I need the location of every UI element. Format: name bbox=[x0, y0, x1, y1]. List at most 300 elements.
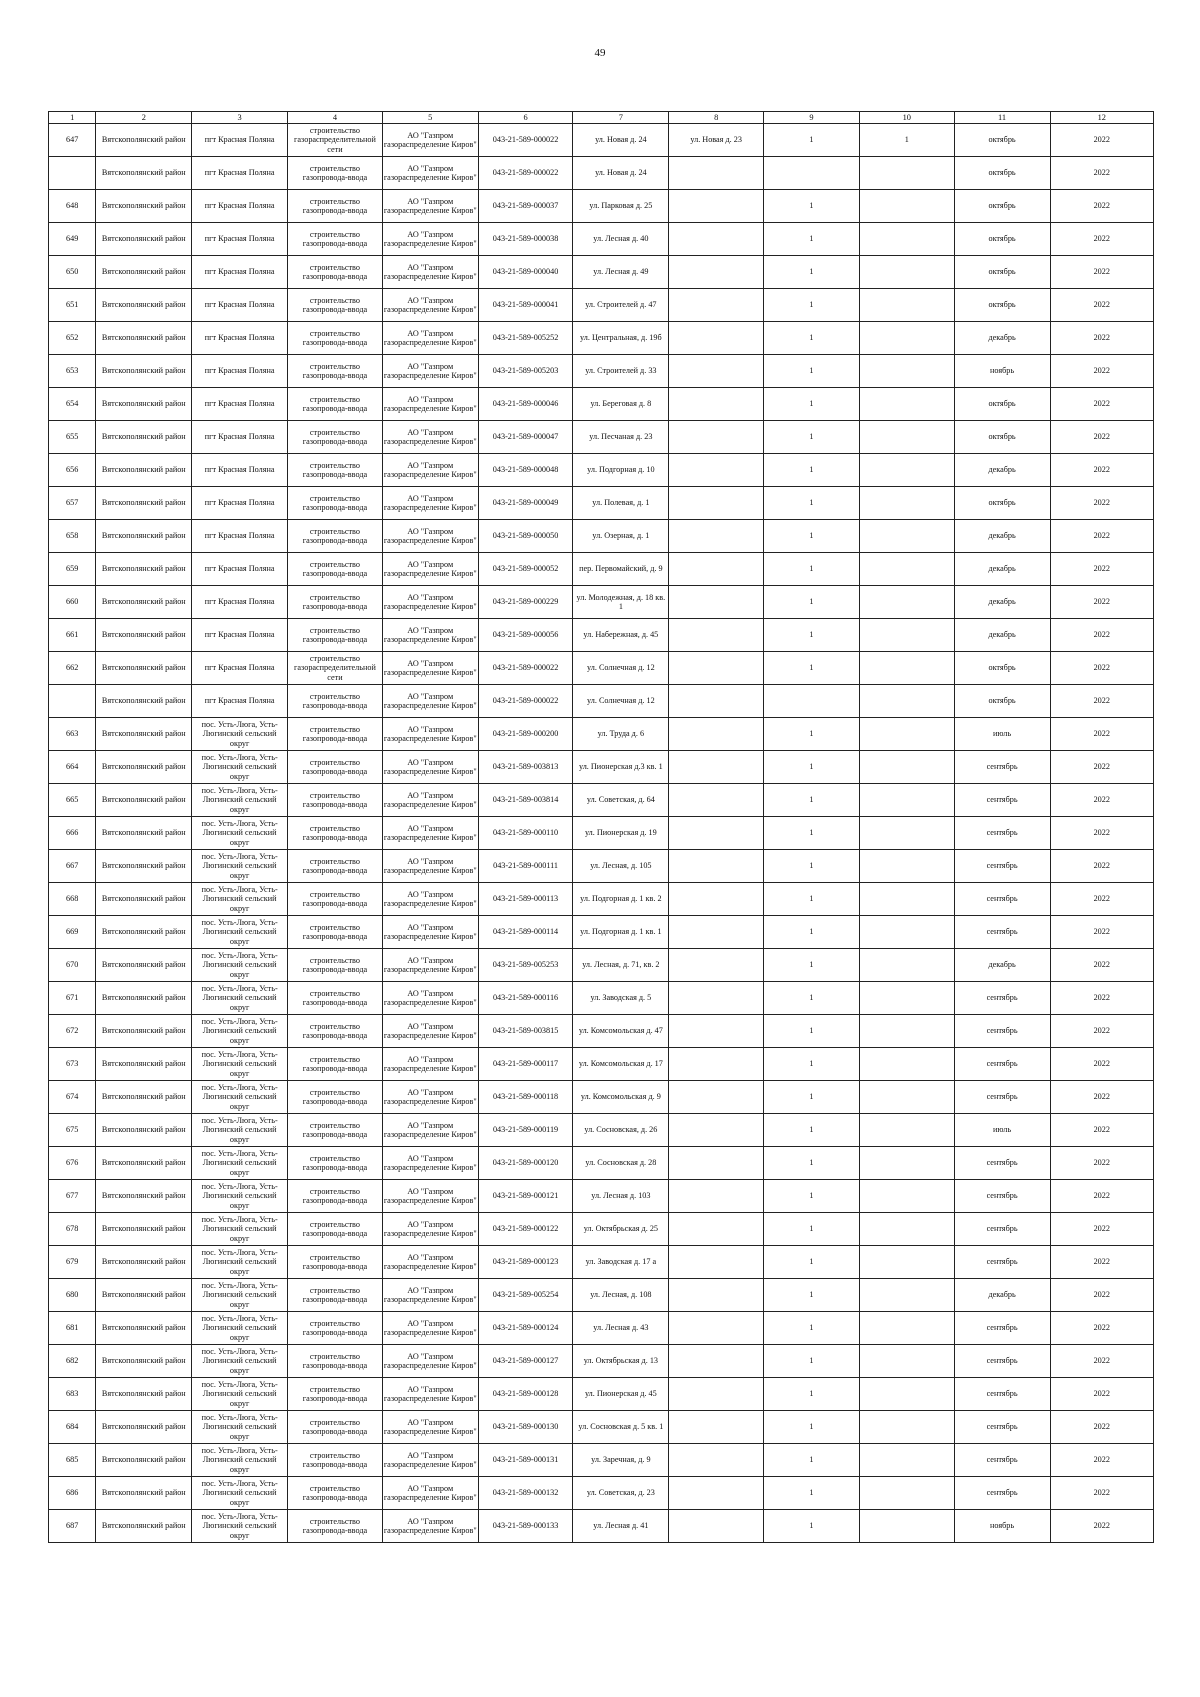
cell-text: Вятскополянский район bbox=[101, 564, 186, 574]
cell-text: строительство газопровода-ввода bbox=[302, 394, 368, 413]
cell-count-a bbox=[764, 784, 860, 817]
cell-month bbox=[954, 1147, 1050, 1180]
cell-text: пос. Усть-Люга, Усть-Люгинский сельский округ bbox=[201, 753, 278, 781]
cell-text: строительство газопровода-ввода bbox=[302, 1219, 368, 1238]
cell-text: 2022 bbox=[1093, 564, 1110, 574]
cell-address bbox=[573, 1312, 669, 1345]
cell-month bbox=[954, 1279, 1050, 1312]
cell-address bbox=[573, 586, 669, 619]
cell-text: 2022 bbox=[1093, 1455, 1110, 1465]
cell-work-type bbox=[288, 1411, 383, 1444]
cell-work-type bbox=[288, 190, 383, 223]
cell-count-a bbox=[764, 454, 860, 487]
cell-text: 043-21-589-000127 bbox=[492, 1356, 559, 1366]
cell-count-a bbox=[764, 1147, 860, 1180]
cell-text: 661 bbox=[66, 630, 79, 640]
cell-district bbox=[96, 223, 192, 256]
cell-work-type bbox=[288, 1180, 383, 1213]
cell-text: ул. Октябрьская д. 25 bbox=[583, 1224, 659, 1234]
cell-text: 670 bbox=[66, 960, 79, 970]
cell-text: 1 bbox=[809, 399, 814, 409]
cell-text: пос. Усть-Люга, Усть-Люгинский сельский округ bbox=[201, 918, 278, 946]
cell-year bbox=[1050, 1213, 1154, 1246]
cell-work-type bbox=[288, 289, 383, 322]
cell-text: Вятскополянский район bbox=[101, 1191, 186, 1201]
cell-organization bbox=[382, 949, 478, 982]
cell-text: сентябрь bbox=[986, 861, 1018, 871]
cell-address bbox=[573, 1279, 669, 1312]
cell-count-b bbox=[859, 685, 954, 718]
cell-month bbox=[954, 223, 1050, 256]
cell-count-b bbox=[859, 1213, 954, 1246]
cell-text: сентябрь bbox=[986, 1422, 1018, 1432]
cell-row-number bbox=[49, 850, 96, 883]
cell-object-code bbox=[478, 1312, 573, 1345]
cell-locality bbox=[192, 553, 288, 586]
cell-text: Вятскополянский район bbox=[101, 1092, 186, 1102]
cell-text: 2022 bbox=[1093, 531, 1110, 541]
cell-connected-address bbox=[669, 1477, 764, 1510]
cell-text: АО "Газпром газораспределение Киров" bbox=[383, 1186, 477, 1205]
cell-locality bbox=[192, 850, 288, 883]
cell-text: пгт Красная Поляна bbox=[204, 531, 275, 541]
cell-row-number bbox=[49, 1213, 96, 1246]
table-row bbox=[49, 223, 1154, 256]
cell-connected-address bbox=[669, 553, 764, 586]
cell-connected-address bbox=[669, 190, 764, 223]
cell-text: строительство газораспределительной сети bbox=[294, 654, 376, 682]
cell-text: сентябрь bbox=[986, 1191, 1018, 1201]
cell-count-a bbox=[764, 1477, 860, 1510]
cell-count-a bbox=[764, 586, 860, 619]
cell-object-code bbox=[478, 619, 573, 652]
cell-text: строительство газопровода-ввода bbox=[302, 592, 368, 611]
cell-text: 043-21-589-000022 bbox=[492, 696, 559, 706]
cell-district bbox=[96, 1345, 192, 1378]
cell-text: 2022 bbox=[1093, 300, 1110, 310]
cell-locality bbox=[192, 223, 288, 256]
cell-organization bbox=[382, 487, 478, 520]
cell-count-a bbox=[764, 256, 860, 289]
cell-text: 043-21-589-000046 bbox=[492, 399, 559, 409]
cell-object-code bbox=[478, 982, 573, 1015]
cell-locality bbox=[192, 817, 288, 850]
cell-year bbox=[1050, 1312, 1154, 1345]
cell-month bbox=[954, 388, 1050, 421]
cell-text: АО "Газпром газораспределение Киров" bbox=[383, 1450, 477, 1469]
cell-text: АО "Газпром газораспределение Киров" bbox=[383, 757, 477, 776]
cell-address bbox=[573, 454, 669, 487]
cell-text: ул. Пионерская д. 19 bbox=[584, 828, 657, 838]
cell-text: АО "Газпром газораспределение Киров" bbox=[383, 1153, 477, 1172]
cell-text: 2022 bbox=[1093, 399, 1110, 409]
cell-row-number bbox=[49, 421, 96, 454]
cell-object-code bbox=[478, 289, 573, 322]
cell-district bbox=[96, 916, 192, 949]
cell-count-a bbox=[764, 1048, 860, 1081]
cell-text: 1 bbox=[809, 795, 814, 805]
cell-count-b bbox=[859, 190, 954, 223]
cell-organization bbox=[382, 982, 478, 1015]
cell-text: ул. Сосновская, д. 26 bbox=[584, 1125, 658, 1135]
cell-year bbox=[1050, 982, 1154, 1015]
cell-text: Вятскополянский район bbox=[101, 894, 186, 904]
cell-text: ул. Строителей д. 47 bbox=[585, 300, 657, 310]
cell-address bbox=[573, 1114, 669, 1147]
cell-text: 1 bbox=[809, 366, 814, 376]
cell-count-a bbox=[764, 1378, 860, 1411]
cell-text: ул. Пионерская д. 45 bbox=[584, 1389, 657, 1399]
cell-text: Вятскополянский район bbox=[101, 1059, 186, 1069]
cell-year bbox=[1050, 388, 1154, 421]
cell-work-type bbox=[288, 1477, 383, 1510]
cell-text: строительство газопровода-ввода bbox=[302, 493, 368, 512]
cell-text: сентябрь bbox=[986, 1158, 1018, 1168]
cell-address bbox=[573, 1246, 669, 1279]
cell-count-a bbox=[764, 1015, 860, 1048]
cell-object-code bbox=[478, 817, 573, 850]
cell-text: ул. Парковая д. 25 bbox=[589, 201, 653, 211]
table-row bbox=[49, 421, 1154, 454]
cell-object-code bbox=[478, 1015, 573, 1048]
cell-address bbox=[573, 1378, 669, 1411]
cell-object-code bbox=[478, 652, 573, 685]
cell-object-code bbox=[478, 1477, 573, 1510]
cell-row-number bbox=[49, 256, 96, 289]
cell-count-a bbox=[764, 487, 860, 520]
cell-text: 043-21-589-003815 bbox=[492, 1026, 559, 1036]
cell-text: АО "Газпром газораспределение Киров" bbox=[383, 163, 477, 182]
cell-row-number bbox=[49, 1081, 96, 1114]
cell-text: пос. Усть-Люга, Усть-Люгинский сельский округ bbox=[201, 819, 278, 847]
table-row bbox=[49, 850, 1154, 883]
cell-year bbox=[1050, 421, 1154, 454]
cell-text: строительство газопровода-ввода bbox=[302, 1384, 368, 1403]
cell-text: АО "Газпром газораспределение Киров" bbox=[383, 1087, 477, 1106]
cell-text: декабрь bbox=[988, 333, 1016, 343]
table-row bbox=[49, 157, 1154, 190]
cell-row-number bbox=[49, 1048, 96, 1081]
cell-object-code bbox=[478, 1246, 573, 1279]
cell-text: 676 bbox=[66, 1158, 79, 1168]
cell-text: строительство газопровода-ввода bbox=[302, 229, 368, 248]
cell-text: Вятскополянский район bbox=[101, 498, 186, 508]
cell-year bbox=[1050, 949, 1154, 982]
cell-count-a bbox=[764, 718, 860, 751]
cell-row-number bbox=[49, 883, 96, 916]
cell-row-number bbox=[49, 388, 96, 421]
table-row bbox=[49, 1312, 1154, 1345]
cell-year bbox=[1050, 1147, 1154, 1180]
cell-work-type bbox=[288, 1378, 383, 1411]
cell-text: Вятскополянский район bbox=[101, 960, 186, 970]
cell-object-code bbox=[478, 1114, 573, 1147]
cell-row-number bbox=[49, 1114, 96, 1147]
cell-connected-address bbox=[669, 652, 764, 685]
cell-text: 1 bbox=[809, 1422, 814, 1432]
cell-work-type bbox=[288, 751, 383, 784]
cell-count-b bbox=[859, 1081, 954, 1114]
cell-text: АО "Газпром газораспределение Киров" bbox=[383, 889, 477, 908]
cell-work-type bbox=[288, 1345, 383, 1378]
cell-text: 043-21-589-000124 bbox=[492, 1323, 559, 1333]
cell-text: пос. Усть-Люга, Усть-Люгинский сельский округ bbox=[201, 786, 278, 814]
cell-work-type bbox=[288, 487, 383, 520]
cell-text: 043-21-589-000131 bbox=[492, 1455, 559, 1465]
cell-object-code bbox=[478, 1213, 573, 1246]
cell-connected-address bbox=[669, 1015, 764, 1048]
cell-connected-address bbox=[669, 1048, 764, 1081]
cell-row-number bbox=[49, 982, 96, 1015]
cell-district bbox=[96, 586, 192, 619]
cell-text: Вятскополянский район bbox=[101, 663, 186, 673]
cell-text: 660 bbox=[66, 597, 79, 607]
cell-text: ул. Октябрьская д. 13 bbox=[583, 1356, 659, 1366]
table-row bbox=[49, 1477, 1154, 1510]
cell-text: 2022 bbox=[1093, 1521, 1110, 1531]
cell-work-type bbox=[288, 1510, 383, 1543]
cell-count-b bbox=[859, 949, 954, 982]
cell-text: сентябрь bbox=[986, 1224, 1018, 1234]
cell-work-type bbox=[288, 1279, 383, 1312]
cell-district bbox=[96, 553, 192, 586]
cell-year bbox=[1050, 916, 1154, 949]
cell-year bbox=[1050, 454, 1154, 487]
cell-text: 2022 bbox=[1093, 597, 1110, 607]
cell-row-number bbox=[49, 916, 96, 949]
cell-text: ул. Озерная, д. 1 bbox=[592, 531, 650, 541]
cell-locality bbox=[192, 982, 288, 1015]
cell-text: строительство газопровода-ввода bbox=[302, 856, 368, 875]
cell-text: строительство газопровода-ввода bbox=[302, 1417, 368, 1436]
cell-organization bbox=[382, 1081, 478, 1114]
cell-count-a bbox=[764, 1312, 860, 1345]
cell-text: АО "Газпром газораспределение Киров" bbox=[383, 559, 477, 578]
table-row bbox=[49, 784, 1154, 817]
cell-text: пос. Усть-Люга, Усть-Люгинский сельский округ bbox=[201, 1446, 278, 1474]
cell-month bbox=[954, 619, 1050, 652]
cell-text: ул. Песчаная д. 23 bbox=[589, 432, 653, 442]
cell-text: АО "Газпром газораспределение Киров" bbox=[383, 1417, 477, 1436]
cell-address bbox=[573, 322, 669, 355]
cell-month bbox=[954, 1180, 1050, 1213]
cell-organization bbox=[382, 1345, 478, 1378]
cell-address bbox=[573, 817, 669, 850]
table-row bbox=[49, 817, 1154, 850]
cell-count-b bbox=[859, 1015, 954, 1048]
cell-text: пгт Красная Поляна bbox=[204, 465, 275, 475]
cell-text: пос. Усть-Люга, Усть-Люгинский сельский округ bbox=[201, 1479, 278, 1507]
cell-text: сентябрь bbox=[986, 1257, 1018, 1267]
cell-text: Вятскополянский район bbox=[101, 267, 186, 277]
cell-district bbox=[96, 289, 192, 322]
cell-locality bbox=[192, 157, 288, 190]
cell-district bbox=[96, 520, 192, 553]
cell-row-number bbox=[49, 1411, 96, 1444]
cell-text: сентябрь bbox=[986, 1455, 1018, 1465]
cell-connected-address bbox=[669, 388, 764, 421]
cell-row-number bbox=[49, 1477, 96, 1510]
cell-address bbox=[573, 619, 669, 652]
cell-text: 650 bbox=[66, 267, 79, 277]
cell-text: 2022 bbox=[1093, 828, 1110, 838]
cell-text: ул. Заводская д. 5 bbox=[590, 993, 652, 1003]
cell-text: 684 bbox=[66, 1422, 79, 1432]
cell-text: сентябрь bbox=[986, 1488, 1018, 1498]
cell-text: октябрь bbox=[988, 234, 1016, 244]
cell-district bbox=[96, 1147, 192, 1180]
cell-text: сентябрь bbox=[986, 828, 1018, 838]
cell-connected-address bbox=[669, 1444, 764, 1477]
cell-count-b bbox=[859, 1477, 954, 1510]
cell-month bbox=[954, 751, 1050, 784]
cell-text: строительство газопровода-ввода bbox=[302, 988, 368, 1007]
cell-text: 043-21-589-000047 bbox=[492, 432, 559, 442]
cell-text: 043-21-589-000114 bbox=[492, 927, 559, 937]
cell-month bbox=[954, 157, 1050, 190]
column-number: 4 bbox=[288, 112, 383, 124]
column-number: 11 bbox=[954, 112, 1050, 124]
cell-locality bbox=[192, 1312, 288, 1345]
cell-district bbox=[96, 850, 192, 883]
cell-month bbox=[954, 520, 1050, 553]
cell-text: ул. Комсомольская д. 9 bbox=[580, 1092, 661, 1102]
cell-year bbox=[1050, 784, 1154, 817]
column-number: 9 bbox=[764, 112, 860, 124]
cell-text: пгт Красная Поляна bbox=[204, 201, 275, 211]
cell-locality bbox=[192, 1378, 288, 1411]
cell-text: 2022 bbox=[1093, 267, 1110, 277]
cell-connected-address bbox=[669, 289, 764, 322]
cell-object-code bbox=[478, 190, 573, 223]
cell-count-b bbox=[859, 1279, 954, 1312]
cell-text: АО "Газпром газораспределение Киров" bbox=[383, 691, 477, 710]
cell-row-number bbox=[49, 1246, 96, 1279]
table-row bbox=[49, 1510, 1154, 1543]
cell-text: пос. Усть-Люга, Усть-Люгинский сельский округ bbox=[201, 720, 278, 748]
cell-connected-address bbox=[669, 1114, 764, 1147]
cell-text: 2022 bbox=[1093, 168, 1110, 178]
cell-locality bbox=[192, 1477, 288, 1510]
cell-text: 2022 bbox=[1093, 1356, 1110, 1366]
cell-text: строительство газопровода-ввода bbox=[302, 955, 368, 974]
table-row bbox=[49, 124, 1154, 157]
cell-locality bbox=[192, 1180, 288, 1213]
cell-row-number bbox=[49, 520, 96, 553]
cell-count-a bbox=[764, 322, 860, 355]
cell-text: ул. Центральная, д. 19б bbox=[580, 333, 662, 343]
cell-connected-address bbox=[669, 1345, 764, 1378]
cell-text: АО "Газпром газораспределение Киров" bbox=[383, 361, 477, 380]
cell-text: 1 bbox=[809, 762, 814, 772]
cell-year bbox=[1050, 256, 1154, 289]
cell-month bbox=[954, 1444, 1050, 1477]
cell-count-b bbox=[859, 1180, 954, 1213]
cell-text: 2022 bbox=[1093, 366, 1110, 376]
cell-month bbox=[954, 718, 1050, 751]
cell-text: ул. Комсомольская д. 17 bbox=[578, 1059, 663, 1069]
cell-address bbox=[573, 751, 669, 784]
cell-text: 2022 bbox=[1093, 927, 1110, 937]
cell-district bbox=[96, 1114, 192, 1147]
cell-connected-address bbox=[669, 355, 764, 388]
cell-year bbox=[1050, 817, 1154, 850]
cell-text: АО "Газпром газораспределение Киров" bbox=[383, 1252, 477, 1271]
cell-count-b bbox=[859, 223, 954, 256]
cell-text: 664 bbox=[66, 762, 79, 772]
cell-month bbox=[954, 949, 1050, 982]
cell-text: ул. Подгорная д. 10 bbox=[587, 465, 655, 475]
cell-locality bbox=[192, 586, 288, 619]
cell-text: 2022 bbox=[1093, 1257, 1110, 1267]
cell-address bbox=[573, 289, 669, 322]
cell-count-a bbox=[764, 916, 860, 949]
cell-organization bbox=[382, 1147, 478, 1180]
column-number: 6 bbox=[478, 112, 573, 124]
cell-count-a bbox=[764, 883, 860, 916]
cell-text: пгт Красная Поляна bbox=[204, 366, 275, 376]
cell-text: ул. Лесная, д. 105 bbox=[590, 861, 652, 871]
cell-row-number bbox=[49, 454, 96, 487]
cell-organization bbox=[382, 586, 478, 619]
cell-text: 1 bbox=[809, 927, 814, 937]
cell-month bbox=[954, 1081, 1050, 1114]
cell-text: Вятскополянский район bbox=[101, 432, 186, 442]
cell-organization bbox=[382, 784, 478, 817]
cell-count-b bbox=[859, 784, 954, 817]
cell-count-a bbox=[764, 982, 860, 1015]
cell-text: 043-21-589-000128 bbox=[492, 1389, 559, 1399]
cell-address bbox=[573, 553, 669, 586]
table-row bbox=[49, 916, 1154, 949]
cell-district bbox=[96, 817, 192, 850]
cell-count-b bbox=[859, 751, 954, 784]
cell-text: октябрь bbox=[988, 399, 1016, 409]
cell-text: 1 bbox=[904, 135, 909, 145]
cell-address bbox=[573, 223, 669, 256]
cell-text: Вятскополянский район bbox=[101, 993, 186, 1003]
cell-year bbox=[1050, 586, 1154, 619]
cell-address bbox=[573, 520, 669, 553]
cell-year bbox=[1050, 1114, 1154, 1147]
cell-text: ул. Лесная д. 43 bbox=[593, 1323, 649, 1333]
cell-object-code bbox=[478, 553, 573, 586]
cell-text: 1 bbox=[809, 1356, 814, 1366]
cell-text: 672 bbox=[66, 1026, 79, 1036]
cell-object-code bbox=[478, 520, 573, 553]
cell-text: АО "Газпром газораспределение Киров" bbox=[383, 1219, 477, 1238]
cell-count-b bbox=[859, 1510, 954, 1543]
cell-work-type bbox=[288, 883, 383, 916]
cell-address bbox=[573, 487, 669, 520]
cell-work-type bbox=[288, 520, 383, 553]
column-number: 12 bbox=[1050, 112, 1154, 124]
cell-text: АО "Газпром газораспределение Киров" bbox=[383, 526, 477, 545]
table-row bbox=[49, 586, 1154, 619]
cell-year bbox=[1050, 883, 1154, 916]
cell-work-type bbox=[288, 157, 383, 190]
cell-address bbox=[573, 652, 669, 685]
cell-text: Вятскополянский район bbox=[101, 630, 186, 640]
cell-text: 657 bbox=[66, 498, 79, 508]
cell-locality bbox=[192, 190, 288, 223]
table-row bbox=[49, 1048, 1154, 1081]
cell-text: 1 bbox=[809, 828, 814, 838]
cell-district bbox=[96, 355, 192, 388]
cell-work-type bbox=[288, 1114, 383, 1147]
cell-text: сентябрь bbox=[986, 894, 1018, 904]
cell-locality bbox=[192, 1411, 288, 1444]
